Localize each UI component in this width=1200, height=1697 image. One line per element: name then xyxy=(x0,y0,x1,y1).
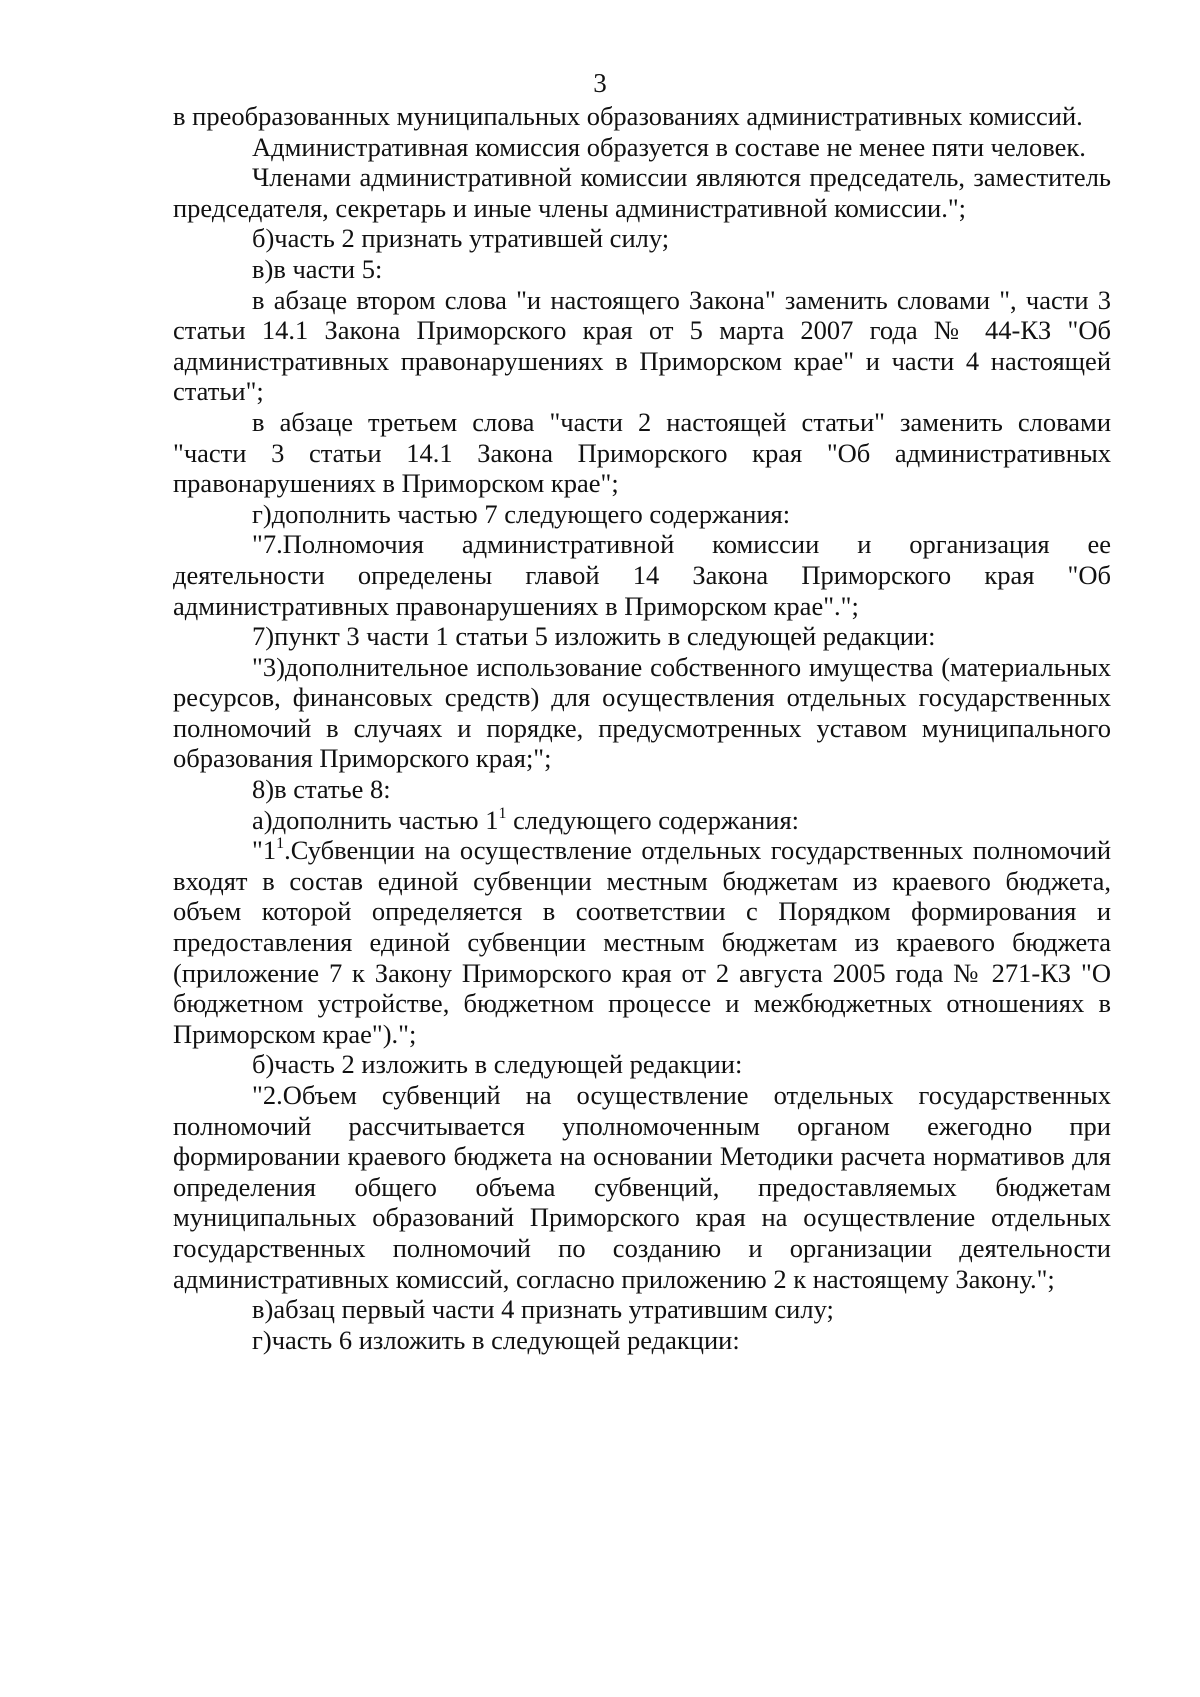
paragraph: 7)пункт 3 части 1 статьи 5 изложить в следующей редакции: xyxy=(252,621,936,652)
paragraph: 8)в статье 8: xyxy=(252,774,391,805)
paragraph-text: .Субвенции на осуществление отдельных государственных полномочий входят в состав единой субвенции местным бюджетам из краевого бюджета, объем которой определяется в соответствии с Порядком формирования и предоставления единой субвенции местным бюджетам из краевого бюджета (приложение 7 к Закону Приморского края от 2 августа 2005 года № 271-КЗ "О бюджетном устройстве, бюджетном процессе и межбюджетных отношениях в Приморском крае")."; xyxy=(173,835,1111,1049)
superscript: 1 xyxy=(498,804,507,822)
paragraph: в абзаце втором слова "и настоящего Закона" заменить словами ", части 3 статьи 14.1 Закона Приморского края от 5 марта 2007 года № 44-КЗ "Об административных правонарушениях в Приморском крае" и части 4 настоящей статьи"; xyxy=(173,284,1111,407)
paragraph: "3)дополнительное использование собственного имущества (материальных ресурсов, финансовых средств) для осуществления отдельных государственных полномочий в случаях и порядке, предусмотренных уставом муниципального образования Приморского края;"; xyxy=(173,651,1111,774)
paragraph: Административная комиссия образуется в составе не менее пяти человек. xyxy=(252,131,1086,162)
paragraph: в)абзац первый части 4 признать утратившим силу; xyxy=(252,1294,834,1325)
paragraph-text: "1 xyxy=(252,835,277,866)
paragraph: Членами административной комиссии являются председатель, заместитель председателя, секретарь и иные члены административной комиссии."; xyxy=(173,162,1111,223)
paragraph: б)часть 2 признать утратившей силу; xyxy=(252,223,670,254)
paragraph: в)в части 5: xyxy=(252,253,383,284)
paragraph xyxy=(173,835,1111,1049)
paragraph: в преобразованных муниципальных образованиях административных комиссий. xyxy=(173,101,1083,131)
paragraph: "2.Объем субвенций на осуществление отдельных государственных полномочий рассчитывается уполномоченным органом ежегодно при формировании краевого бюджета на основании Методики расчета нормативов для определения общего объема субвенций, предоставляемых бюджетам муниципальных образований Приморского края на осуществление отдельных государственных полномочий по созданию и организации деятельности административных комиссий, согласно приложению 2 к настоящему Закону."; xyxy=(173,1080,1111,1294)
paragraph xyxy=(173,805,1111,836)
paragraph: г)дополнить частью 7 следующего содержания: xyxy=(252,498,791,529)
paragraph: "7.Полномочия административной комиссии и организация ее деятельности определены главой 14 Закона Приморского края "Об административных правонарушениях в Приморском крае"."; xyxy=(173,529,1111,621)
paragraph: г)часть 6 изложить в следующей редакции: xyxy=(252,1324,740,1355)
superscript: 1 xyxy=(276,835,285,853)
document-body xyxy=(173,101,1111,1355)
paragraph-text: следующего содержания: xyxy=(506,804,800,835)
page-number: 3 xyxy=(593,68,607,98)
paragraph: б)часть 2 изложить в следующей редакции: xyxy=(252,1049,743,1080)
paragraph-text: а)дополнить частью 1 xyxy=(252,804,499,835)
paragraph: в абзаце третьем слова "части 2 настоящей статьи" заменить словами "части 3 статьи 14.1 Закона Приморского края "Об административных правонарушениях в Приморском крае"; xyxy=(173,406,1111,499)
